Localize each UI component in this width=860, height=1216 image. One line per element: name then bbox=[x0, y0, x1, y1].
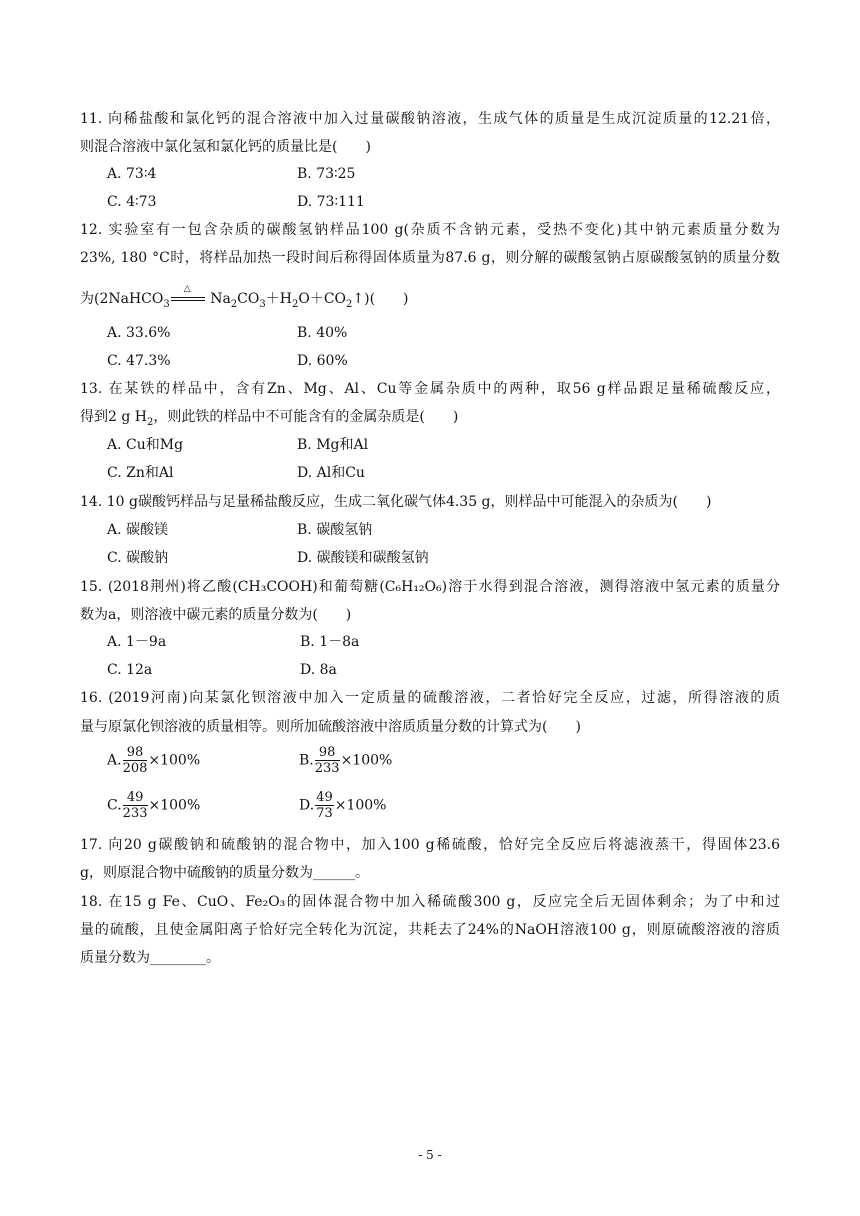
q13-option-b: B. Mg和Al bbox=[297, 437, 369, 453]
q17-line2: g，则原混合物中硫酸钠的质量分数为______。 bbox=[80, 865, 369, 881]
q15-option-a: A. 1－9a bbox=[107, 634, 167, 650]
q13-option-c: C. Zn和Al bbox=[107, 465, 174, 481]
q15-option-b: B. 1－8a bbox=[300, 634, 360, 650]
q11-line2: 则混合溶液中氯化氢和氯化钙的质量比是( ) bbox=[80, 139, 371, 155]
q11-option-c: C. 4∶73 bbox=[107, 194, 157, 210]
q14-line1: 14. 10 g碳酸钙样品与足量稀盐酸反应，生成二氧化碳气体4.35 g，则样品中可能混入的杂质为( ) bbox=[80, 494, 712, 510]
q15-line1: 15. (2018荆州)将乙酸(CH₃COOH)和葡萄糖(C₆H₁₂O₆)溶于水得到混合溶液，测得溶液中氢元素的质量分 bbox=[80, 579, 780, 595]
q16-option-c: C. $\frac{49}{233}$ ×100% bbox=[107, 790, 201, 821]
q12-option-b: B. 40% bbox=[297, 325, 348, 341]
q11-line1: 11. 向稀盐酸和氯化钙的混合溶液中加入过量碳酸钠溶液，生成气体的质量是生成沉淀质量的12.21倍， bbox=[80, 111, 780, 127]
q16-line2: 量与原氯化钡溶液的质量相等。则所加硫酸溶液中溶质质量分数的计算式为( ) bbox=[80, 719, 581, 735]
q16-option-d: D. $\frac{49}{73}$ ×100% bbox=[299, 790, 387, 821]
q13-line1: 13. 在某铁的样品中，含有Zn、Mg、Al、Cu等金属杂质中的两种，取56 g样品跟足量稀硫酸反应， bbox=[80, 381, 780, 397]
q12-line2: 23%, 180 °C时，将样品加热一段时间后称得固体质量为87.6 g，则分解的碳酸氢钠占原碳酸氢钠的质量分数 bbox=[80, 250, 780, 266]
fraction: $\frac{49}{73}$ bbox=[316, 790, 333, 821]
q12-line3: 为(2NaHCO$_3$ △ $Na_2CO_3+H_2O+CO_2↑$)( ) bbox=[80, 288, 409, 316]
q18-line1: 18. 在15 g Fe、CuO、Fe₂O₃的固体混合物中加入稀硫酸300 g，反应完全后无固体剩余；为了中和过 bbox=[80, 894, 780, 910]
q12-option-c: C. 47.3% bbox=[107, 353, 171, 369]
q11-option-b: B. 73∶25 bbox=[297, 166, 356, 182]
q13-line2: 得到2 g $H_2$，则此铁的样品中不可能含有的金属杂质是( ) bbox=[80, 409, 459, 428]
q17-line1: 17. 向20 g碳酸钠和硫酸钠的混合物中，加入100 g稀硫酸，恰好完全反应后将滤液蒸干，得固体23.6 bbox=[80, 837, 780, 853]
q14-option-d: D. 碳酸镁和碳酸氢钠 bbox=[297, 550, 429, 566]
q14-option-a: A. 碳酸镁 bbox=[107, 522, 169, 538]
q11-option-d: D. 73∶111 bbox=[297, 194, 365, 210]
q12-option-d: D. 60% bbox=[297, 353, 348, 369]
q12-line1: 12. 实验室有一包含杂质的碳酸氢钠样品100 g(杂质不含钠元素，受热不变化)其中钠元素质量分数为 bbox=[80, 222, 780, 238]
q15-option-d: D. 8a bbox=[300, 662, 337, 678]
q18-line2: 量的硫酸，且使金属阳离子恰好完全转化为沉淀，共耗去了24%的NaOH溶液100 g，则原硫酸溶液的溶质 bbox=[80, 922, 780, 938]
fraction: $\frac{49}{233}$ bbox=[122, 790, 148, 821]
q13-option-d: D. Al和Cu bbox=[297, 465, 365, 481]
fraction: $\frac{98}{208}$ bbox=[122, 745, 148, 776]
q16-line1: 16. (2019河南)向某氯化钡溶液中加入一定质量的硫酸溶液，二者恰好完全反应，过滤，所得溶液的质 bbox=[80, 690, 780, 706]
delta-symbol: △ bbox=[183, 284, 191, 294]
q14-option-b: B. 碳酸氢钠 bbox=[297, 522, 373, 538]
q12-option-a: A. 33.6% bbox=[107, 325, 171, 341]
q11-option-a: A. 73∶4 bbox=[107, 166, 157, 182]
q18-line3: 质量分数为________。 bbox=[80, 950, 220, 966]
q14-option-c: C. 碳酸钠 bbox=[107, 550, 169, 566]
page-number: - 5 - bbox=[418, 1148, 442, 1162]
q15-option-c: C. 12a bbox=[107, 662, 153, 678]
fraction: $\frac{98}{233}$ bbox=[314, 745, 340, 776]
q16-option-a: A. $\frac{98}{208}$ ×100% bbox=[107, 745, 201, 776]
q13-option-a: A. Cu和Mg bbox=[107, 437, 184, 453]
q16-option-b: B. $\frac{98}{233}$ ×100% bbox=[299, 745, 393, 776]
q15-line2: 数为a，则溶液中碳元素的质量分数为( ) bbox=[80, 607, 352, 623]
heat-condition bbox=[170, 284, 206, 310]
